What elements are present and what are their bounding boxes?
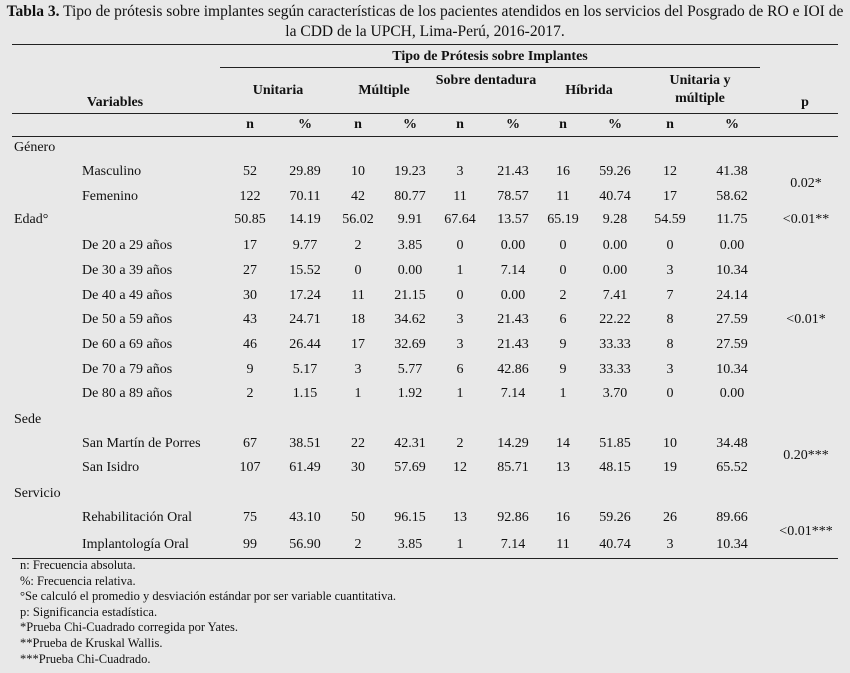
table-cell: 56.02 [342, 212, 374, 227]
table-cell: 9.91 [397, 212, 423, 227]
table-cell: 59.26 [599, 164, 631, 179]
table-cell: 14.19 [289, 212, 321, 227]
table-cell: 9 [559, 337, 567, 352]
table-cell: 122 [239, 189, 261, 204]
type-header: Unitaria [252, 83, 304, 98]
table-cell: 21.43 [497, 337, 529, 352]
p-value: <0.01* [786, 312, 826, 327]
type-header: Múltiple [358, 83, 410, 98]
table-cell: 24.14 [716, 288, 748, 303]
table-cell: 34.62 [394, 312, 426, 327]
table-cell: 0 [666, 238, 674, 253]
table-cell: 50.85 [234, 212, 266, 227]
table-cell: 48.15 [599, 460, 631, 475]
row-label: De 20 a 29 años [82, 238, 173, 253]
pct-header: % [506, 117, 520, 132]
p-value: <0.01** [782, 212, 830, 227]
row-label: Edad° [14, 212, 49, 227]
table-cell: 3 [666, 263, 674, 278]
table-cell: 18 [351, 312, 365, 327]
table-cell: 30 [351, 460, 365, 475]
table-cell: 2 [354, 238, 362, 253]
table-cell: 30 [243, 288, 257, 303]
table-cell: 0 [456, 238, 464, 253]
table-cell: 51.85 [599, 436, 631, 451]
table-cell: 21.43 [497, 164, 529, 179]
table-cell: 50 [351, 510, 365, 525]
footnote: ***Prueba Chi-Cuadrado. [20, 651, 151, 666]
table-cell: 34.48 [716, 436, 748, 451]
table-cell: 22 [351, 436, 365, 451]
table-cell: 3 [456, 337, 464, 352]
table-cell: 2 [246, 386, 254, 401]
type-header: Híbrida [565, 83, 613, 98]
table-cell: 10.34 [716, 362, 748, 377]
row-label: De 80 a 89 años [82, 386, 173, 401]
table-cell: 5.77 [397, 362, 423, 377]
table-cell: 0 [666, 386, 674, 401]
table-cell: 11.75 [716, 212, 748, 227]
row-label: Rehabilitación Oral [82, 510, 193, 525]
footnote: p: Significancia estadística. [20, 604, 158, 619]
footnote: **Prueba de Kruskal Wallis. [20, 635, 163, 650]
row-label: De 40 a 49 años [82, 288, 173, 303]
table-cell: 41.38 [716, 164, 748, 179]
table-cell: 13.57 [497, 212, 529, 227]
row-label: Género [14, 140, 56, 155]
table-cell: 1 [456, 263, 464, 278]
table-cell: 3.85 [397, 238, 423, 253]
footnotes [20, 558, 396, 667]
table-cell: 15.52 [289, 263, 321, 278]
table-cell: 21.43 [497, 312, 529, 327]
table-cell: 78.57 [497, 189, 529, 204]
table-cell: 6 [559, 312, 567, 327]
footnote: %: Frecuencia relativa. [20, 573, 136, 588]
table-cell: 9 [559, 362, 567, 377]
table-cell: 19 [663, 460, 677, 475]
table-cell: 96.15 [394, 510, 426, 525]
table-cell: 42.86 [497, 362, 529, 377]
table-cell: 61.49 [289, 460, 321, 475]
table-cell: 40.74 [599, 537, 631, 552]
table-cell: 9.28 [602, 212, 628, 227]
table-cell: 59.26 [599, 510, 631, 525]
table-cell: 0.00 [719, 238, 745, 253]
row-label: San Martín de Porres [82, 436, 201, 451]
table-cell: 5.17 [292, 362, 318, 377]
table-cell: 99 [243, 537, 257, 552]
table-cell: 1 [456, 537, 464, 552]
table-cell: 0.00 [719, 386, 745, 401]
row-label: San Isidro [82, 460, 140, 475]
table-cell: 11 [351, 288, 365, 303]
caption-label: Tabla 3. [6, 3, 60, 20]
table-cell: 1 [456, 386, 464, 401]
table-cell: 10.34 [716, 263, 748, 278]
table-cell: 10 [663, 436, 677, 451]
table-cell: 107 [239, 460, 261, 475]
table-cell: 14 [556, 436, 570, 451]
table-cell: 58.62 [716, 189, 748, 204]
table-cell: 67.64 [444, 212, 476, 227]
table-cell: 0.00 [602, 238, 628, 253]
caption-text: Tipo de prótesis sobre implantes según características de los pacientes atendidos en los servicios del Posgrado de RO e IOI de la CDD de la UPCH, Lima-Perú, 2016-2017. [63, 3, 844, 40]
table-cell: 33.33 [599, 362, 631, 377]
p-value: 0.02* [790, 176, 822, 191]
table-cell: 19.23 [394, 164, 426, 179]
table-cell: 0.00 [500, 288, 526, 303]
table-cell: 3 [666, 362, 674, 377]
p-value: <0.01*** [779, 524, 833, 539]
n-header: n [666, 117, 674, 132]
table-cell: 27.59 [716, 312, 748, 327]
table-cell: 8 [666, 337, 674, 352]
table-cell: 70.11 [289, 189, 321, 204]
table-cell: 8 [666, 312, 674, 327]
table-cell: 9 [246, 362, 254, 377]
table-cell: 10 [351, 164, 365, 179]
table-cell: 57.69 [394, 460, 426, 475]
table-cell: 89.66 [716, 510, 748, 525]
p-value: 0.20*** [783, 448, 829, 463]
table-cell: 3.85 [397, 537, 423, 552]
table-cell: 80.77 [394, 189, 426, 204]
table-cell: 75 [243, 510, 257, 525]
pct-header: % [298, 117, 312, 132]
table-cell: 2 [456, 436, 464, 451]
table-cell: 38.51 [289, 436, 321, 451]
table-cell: 2 [559, 288, 567, 303]
table-cell: 12 [663, 164, 677, 179]
table-cell: 16 [556, 510, 570, 525]
pct-header: % [725, 117, 739, 132]
table-cell: 27 [243, 263, 257, 278]
table-cell: 1 [354, 386, 362, 401]
table-cell: 7.14 [500, 386, 526, 401]
table-cell: 26.44 [289, 337, 321, 352]
n-header: n [354, 117, 362, 132]
table-cell: 7.41 [602, 288, 628, 303]
table-cell: 0 [559, 263, 567, 278]
table-cell: 43.10 [289, 510, 321, 525]
footnote: *Prueba Chi-Cuadrado corregida por Yates. [20, 620, 239, 635]
table-cell: 40.74 [599, 189, 631, 204]
table-cell: 17 [351, 337, 365, 352]
table-cell: 0 [456, 288, 464, 303]
table-cell: 42 [351, 189, 365, 204]
row-label: Masculino [82, 164, 142, 179]
table-cell: 65.52 [716, 460, 748, 475]
subheader-rule [12, 136, 838, 137]
table-cell: 0.00 [500, 238, 526, 253]
table-cell: 12 [453, 460, 467, 475]
table-cell: 3 [456, 312, 464, 327]
footnote: °Se calculó el promedio y desviación estándar por ser variable cuantitativa. [20, 589, 397, 604]
table-cell: 7 [666, 288, 674, 303]
variables-header: Variables [86, 95, 144, 110]
table-cell: 32.69 [394, 337, 426, 352]
footnote: n: Frecuencia absoluta. [20, 558, 136, 572]
table-cell: 21.15 [394, 288, 426, 303]
table-cell: 10.34 [716, 537, 748, 552]
table-cell: 6 [456, 362, 464, 377]
table-cell: 54.59 [654, 212, 686, 227]
table-cell: 92.86 [497, 510, 529, 525]
table-cell: 52 [243, 164, 257, 179]
table-cell: 67 [243, 436, 257, 451]
n-header: n [246, 117, 254, 132]
row-label: De 50 a 59 años [82, 312, 173, 327]
table-cell: 0 [559, 238, 567, 253]
table-cell: 27.59 [716, 337, 748, 352]
table-cell: 0 [354, 263, 362, 278]
table-cell: 11 [556, 537, 570, 552]
table-cell: 1.92 [397, 386, 423, 401]
row-label: De 60 a 69 años [82, 337, 173, 352]
group-rule [220, 67, 760, 68]
header-rule [12, 113, 838, 114]
table-cell: 0.00 [397, 263, 423, 278]
table-cell: 14.29 [497, 436, 529, 451]
type-header: Unitaria y múltiple [669, 73, 731, 106]
table-cell: 22.22 [599, 312, 631, 327]
table-cell: 43 [243, 312, 257, 327]
table-cell: 85.71 [497, 460, 529, 475]
table-cell: 17 [663, 189, 677, 204]
p-header: p [801, 95, 809, 110]
table-cell: 1 [559, 386, 567, 401]
table-cell: 33.33 [599, 337, 631, 352]
table-caption [0, 2, 850, 42]
row-label: De 30 a 39 años [82, 263, 173, 278]
row-label: Servicio [14, 486, 61, 501]
table-cell: 3 [666, 537, 674, 552]
n-header: n [559, 117, 567, 132]
group-header: Tipo de Prótesis sobre Implantes [392, 49, 588, 64]
row-label: Implantología Oral [82, 537, 189, 552]
table-cell: 46 [243, 337, 257, 352]
row-label: Femenino [82, 189, 138, 204]
table-cell: 1.15 [292, 386, 318, 401]
table-cell: 24.71 [289, 312, 321, 327]
pct-header: % [608, 117, 622, 132]
top-rule [12, 44, 838, 45]
table-cell: 13 [556, 460, 570, 475]
table-cell: 3.70 [602, 386, 628, 401]
row-label: Sede [14, 412, 42, 427]
table-cell: 0.00 [602, 263, 628, 278]
table-cell: 16 [556, 164, 570, 179]
type-header: Sobre dentadura [435, 73, 537, 88]
table-cell: 3 [456, 164, 464, 179]
table-cell: 13 [453, 510, 467, 525]
n-header: n [456, 117, 464, 132]
table-cell: 29.89 [289, 164, 321, 179]
row-label: De 70 a 79 años [82, 362, 173, 377]
table-cell: 2 [354, 537, 362, 552]
table-cell: 7.14 [500, 263, 526, 278]
table-cell: 17.24 [289, 288, 321, 303]
table-cell: 56.90 [289, 537, 321, 552]
table-cell: 11 [453, 189, 467, 204]
table-cell: 11 [556, 189, 570, 204]
table-cell: 7.14 [500, 537, 526, 552]
table-cell: 42.31 [394, 436, 426, 451]
table-cell: 26 [663, 510, 677, 525]
table-cell: 17 [243, 238, 257, 253]
table-cell: 9.77 [292, 238, 318, 253]
pct-header: % [403, 117, 417, 132]
table-cell: 65.19 [547, 212, 579, 227]
table-cell: 3 [354, 362, 362, 377]
